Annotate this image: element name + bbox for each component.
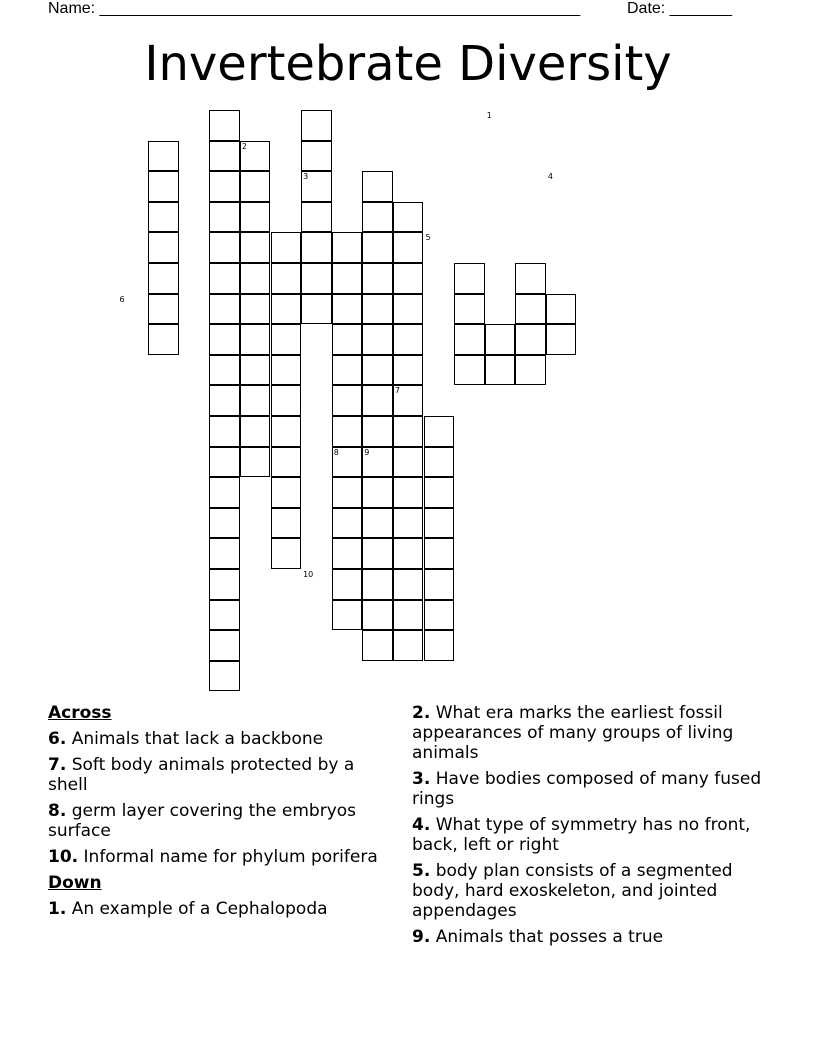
grid-cell[interactable] (271, 263, 302, 294)
grid-cell[interactable] (424, 508, 455, 539)
grid-cell[interactable] (209, 171, 240, 202)
grid-cell[interactable] (148, 202, 179, 233)
grid-cell[interactable] (515, 355, 546, 386)
clue-number-label: 7 (394, 386, 400, 396)
grid-cell[interactable] (515, 294, 546, 325)
clue-number: 10. (48, 847, 79, 867)
grid-cell[interactable] (393, 355, 424, 386)
grid-cell[interactable] (240, 324, 271, 355)
grid-cell[interactable] (393, 263, 424, 294)
grid-cell[interactable] (271, 385, 302, 416)
grid-cell[interactable] (393, 294, 424, 325)
grid-cell[interactable] (362, 569, 393, 600)
grid-cell[interactable] (301, 110, 332, 141)
clue-number-label: 5 (425, 233, 431, 243)
grid-cell[interactable] (424, 538, 455, 569)
grid-cell[interactable] (546, 294, 577, 325)
grid-cell[interactable] (362, 416, 393, 447)
grid-cell[interactable] (332, 569, 363, 600)
grid-cell[interactable] (271, 538, 302, 569)
grid-cell[interactable] (209, 661, 240, 692)
clue-across-7 (48, 755, 388, 795)
grid-cell[interactable] (148, 171, 179, 202)
clue-down-5 (412, 861, 772, 921)
grid-cell[interactable] (393, 630, 424, 661)
clue-across-10 (48, 847, 388, 867)
clues-left-column (48, 703, 388, 925)
grid-cell[interactable] (362, 477, 393, 508)
grid-cell[interactable] (271, 324, 302, 355)
grid-cell[interactable] (424, 447, 455, 478)
grid-cell[interactable] (332, 385, 363, 416)
grid-cell[interactable] (393, 600, 424, 631)
grid-cell[interactable] (332, 600, 363, 631)
name-field: Name: ______________________________________________________ (48, 0, 581, 17)
grid-cell[interactable] (209, 141, 240, 172)
grid-cell[interactable] (362, 294, 393, 325)
grid-cell[interactable] (271, 294, 302, 325)
clue-down-1 (48, 899, 388, 919)
clue-across-6 (48, 729, 388, 749)
grid-cell[interactable] (240, 294, 271, 325)
clue-across-8 (48, 801, 388, 841)
grid-cell[interactable] (362, 600, 393, 631)
grid-cell[interactable] (362, 630, 393, 661)
clue-text: Soft body animals protected by a shell (48, 755, 355, 795)
grid-cell[interactable] (301, 263, 332, 294)
clue-number-label: 3 (303, 172, 309, 182)
grid-cell[interactable] (393, 202, 424, 233)
grid-cell[interactable] (393, 324, 424, 355)
clue-number-label: 9 (364, 447, 370, 457)
grid-cell[interactable] (454, 324, 485, 355)
grid-cell[interactable] (515, 324, 546, 355)
grid-cell[interactable] (393, 447, 424, 478)
grid-cell[interactable] (209, 569, 240, 600)
grid-cell[interactable] (209, 447, 240, 478)
grid-cell[interactable] (393, 569, 424, 600)
grid-cell[interactable] (424, 416, 455, 447)
grid-cell[interactable] (393, 538, 424, 569)
grid-cell[interactable] (362, 263, 393, 294)
grid-cell[interactable] (148, 294, 179, 325)
grid-cell[interactable] (332, 538, 363, 569)
clue-number: 1. (48, 899, 67, 919)
grid-cell[interactable] (209, 600, 240, 631)
grid-cell[interactable] (424, 630, 455, 661)
grid-cell[interactable] (485, 324, 516, 355)
across-heading: Across (48, 703, 112, 723)
grid-cell[interactable] (332, 324, 363, 355)
grid-cell[interactable] (271, 447, 302, 478)
clue-text: body plan consists of a segmented body, hard exoskeleton, and jointed appendages (412, 861, 733, 921)
grid-cell[interactable] (301, 294, 332, 325)
clues-right-column (412, 703, 772, 953)
grid-cell[interactable] (240, 447, 271, 478)
grid-cell[interactable] (209, 508, 240, 539)
grid-cell[interactable] (393, 416, 424, 447)
grid-cell[interactable] (424, 477, 455, 508)
clue-number-label: 1 (486, 111, 492, 120)
grid-cell[interactable] (209, 416, 240, 447)
clue-text: Informal name for phylum porifera (83, 847, 378, 867)
grid-cell[interactable] (209, 263, 240, 294)
grid-cell[interactable] (362, 385, 393, 416)
clue-text: An example of a Cephalopoda (71, 899, 328, 919)
grid-cell[interactable] (301, 202, 332, 233)
grid-cell[interactable] (332, 294, 363, 325)
clue-number: 4. (412, 815, 431, 835)
clue-number: 7. (48, 755, 67, 775)
grid-cell[interactable] (332, 508, 363, 539)
grid-cell[interactable] (393, 508, 424, 539)
grid-cell[interactable] (485, 355, 516, 386)
grid-cell[interactable] (271, 232, 302, 263)
clue-number-label: 2 (241, 141, 247, 151)
clue-number: 6. (48, 729, 67, 749)
grid-cell[interactable] (362, 324, 393, 355)
clue-down-9 (412, 927, 772, 947)
grid-cell[interactable] (515, 263, 546, 294)
clue-number: 9. (412, 927, 431, 947)
clue-text: Animals that lack a backbone (71, 729, 324, 749)
down-heading: Down (48, 873, 102, 893)
grid-cell[interactable] (332, 355, 363, 386)
grid-cell[interactable] (209, 630, 240, 661)
grid-cell[interactable] (209, 355, 240, 386)
page-title: Invertebrate Diversity (144, 36, 672, 92)
clue-down-2 (412, 703, 772, 763)
grid-cell[interactable] (301, 232, 332, 263)
grid-cell[interactable] (332, 232, 363, 263)
date-field: Date: _______ (627, 0, 732, 17)
grid-cell[interactable] (240, 385, 271, 416)
clue-number-label: 8 (333, 447, 339, 457)
grid-cell[interactable] (546, 324, 577, 355)
grid-cell[interactable] (148, 324, 179, 355)
grid-cell[interactable] (209, 294, 240, 325)
grid-cell[interactable] (240, 232, 271, 263)
grid-cell[interactable] (240, 263, 271, 294)
clue-text: Have bodies composed of many fused rings (412, 769, 762, 809)
clue-down-4 (412, 815, 772, 855)
grid-cell[interactable] (362, 355, 393, 386)
grid-cell[interactable] (148, 263, 179, 294)
grid-cell[interactable] (393, 232, 424, 263)
clue-number: 3. (412, 769, 431, 789)
grid-cell[interactable] (362, 232, 393, 263)
grid-cell[interactable] (240, 202, 271, 233)
grid-cell[interactable] (362, 202, 393, 233)
clue-number-label: 4 (547, 172, 553, 182)
clue-number: 8. (48, 801, 67, 821)
grid-cell[interactable] (148, 141, 179, 172)
grid-cell[interactable] (454, 294, 485, 325)
grid-cell[interactable] (271, 355, 302, 386)
grid-cell[interactable] (271, 508, 302, 539)
grid-cell[interactable] (209, 477, 240, 508)
grid-cell[interactable] (240, 355, 271, 386)
grid-cell[interactable] (362, 508, 393, 539)
clue-down-3 (412, 769, 772, 809)
clue-number: 2. (412, 703, 431, 723)
clue-number-label: 6 (119, 294, 125, 304)
grid-cell[interactable] (362, 538, 393, 569)
clue-text: Animals that posses a true (435, 927, 664, 947)
grid-cell[interactable] (393, 477, 424, 508)
grid-cell[interactable] (209, 324, 240, 355)
grid-cell[interactable] (271, 416, 302, 447)
grid-cell[interactable] (209, 232, 240, 263)
grid-cell[interactable] (240, 171, 271, 202)
grid-cell[interactable] (332, 263, 363, 294)
clue-number-label: 10 (303, 570, 314, 579)
grid-cell[interactable] (240, 416, 271, 447)
grid-cell[interactable] (454, 263, 485, 294)
grid-cell[interactable] (301, 141, 332, 172)
clue-text: germ layer covering the embryos surface (48, 801, 357, 841)
grid-cell[interactable] (454, 355, 485, 386)
grid-cell[interactable] (209, 385, 240, 416)
grid-cell[interactable] (332, 416, 363, 447)
grid-cell[interactable] (209, 202, 240, 233)
grid-cell[interactable] (271, 477, 302, 508)
clue-text: What era marks the earliest fossil appearances of many groups of living animals (412, 703, 734, 763)
clue-number: 5. (412, 861, 431, 881)
grid-cell[interactable] (362, 171, 393, 202)
grid-cell[interactable] (148, 232, 179, 263)
clue-text: What type of symmetry has no front, back, left or right (412, 815, 751, 855)
grid-cell[interactable] (332, 477, 363, 508)
grid-cell[interactable] (424, 600, 455, 631)
grid-cell[interactable] (209, 538, 240, 569)
grid-cell[interactable] (424, 569, 455, 600)
grid-cell[interactable] (209, 110, 240, 141)
